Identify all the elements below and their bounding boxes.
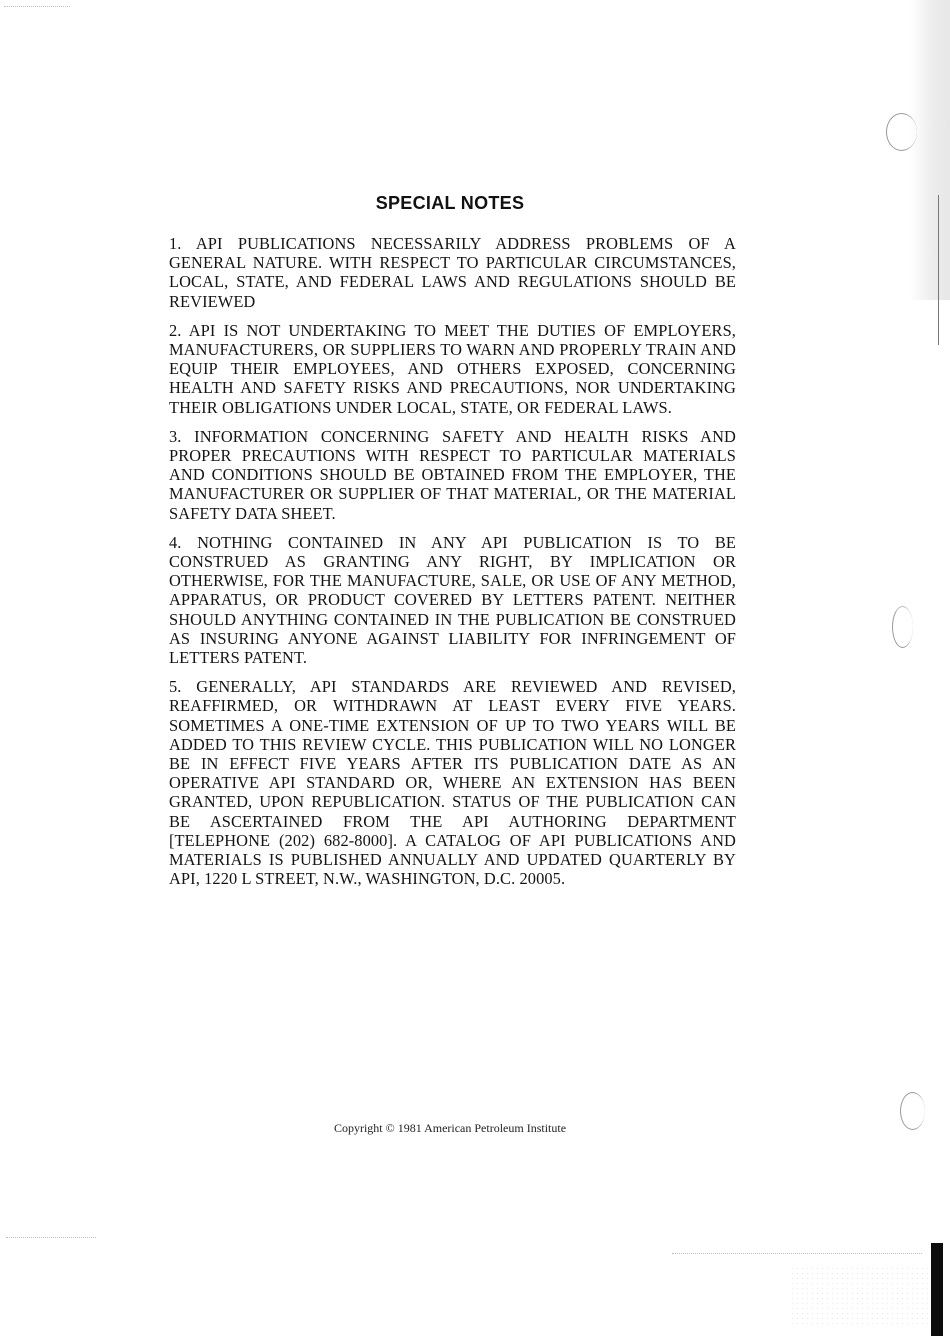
copyright-notice: Copyright © 1981 American Petroleum Institute [333,1121,567,1135]
note-2: 2. API IS NOT UNDERTAKING TO MEET THE DUTIES OF EMPLOYERS, MANUFACTURERS, OR SUPPLIERS TO WARN AND PROPERLY TRAIN AND EQUIP THEIR EMPLOYEES, AND OTHERS EXPOSED, CONCERNING HEALTH AND SAFETY RISKS AND PRECAUTIONS, NOR UNDERTAKING THEIR OBLIGATIONS UNDER LOCAL, STATE, OR FEDERAL LAWS. [169,320,736,417]
punch-hole-middle [892,606,913,648]
punch-hole-top [886,113,917,151]
scan-edge-shadow [910,0,950,300]
note-3: 3. INFORMATION CONCERNING SAFETY AND HEALTH RISKS AND PROPER PRECAUTIONS WITH RESPECT TO PARTICULAR MATERIALS AND CONDITIONS SHOULD BE OBTAINED FROM THE EMPLOYER, THE MANUFACTURER OR SUPPLIER OF THAT MATERIAL, OR THE MATERIAL SAFETY DATA SHEET. [169,426,736,523]
note-5: 5. GENERALLY, API STANDARDS ARE REVIEWED AND REVISED, REAFFIRMED, OR WITHDRAWN AT LEAST EVERY FIVE YEARS. SOMETIMES A ONE-TIME EXTENSION OF UP TO TWO YEARS WILL BE ADDED TO THIS REVIEW CYCLE. THIS PUBLICATION WILL NO LONGER BE IN EFFECT FIVE YEARS AFTER ITS PUBLICATION DATE AS AN OPERATIVE API STANDARD OR, WHERE AN EXTENSION HAS BEEN GRANTED, UPON REPUBLICATION. STATUS OF THE PUBLICATION CAN BE ASCERTAINED FROM THE API AUTHORING DEPARTMENT [TELEPHONE (202) 682-8000]. A CATALOG OF API PUBLICATIONS AND MATERIALS IS PUBLISHED ANNUALLY AND UPDATED QUARTERLY BY API, 1220 L STREET, N.W., WASHINGTON, D.C. 20005. [169,677,736,889]
note-1: 1. API PUBLICATIONS NECESSARILY ADDRESS PROBLEMS OF A GENERAL NATURE. WITH RESPECT TO PARTICULAR CIRCUMSTANCES, LOCAL, STATE, AND FEDERAL LAWS AND REGULATIONS SHOULD BE REVIEWED [169,234,736,311]
punch-hole-bottom [900,1092,925,1130]
scan-dotted-line [672,1253,922,1255]
scan-noise [790,1266,940,1326]
scan-dotted-line-left [6,1237,96,1239]
notes-list [169,234,736,899]
scan-edge-line [938,195,939,345]
page-title: SPECIAL NOTES [375,193,525,213]
scan-edge-bar [931,1243,943,1336]
note-4: 4. NOTHING CONTAINED IN ANY API PUBLICATION IS TO BE CONSTRUED AS GRANTING ANY RIGHT, BY IMPLICATION OR OTHERWISE, FOR THE MANUFACTURE, SALE, OR USE OF ANY METHOD, APPARATUS, OR PRODUCT COVERED BY LETTERS PATENT. NEITHER SHOULD ANYTHING CONTAINED IN THE PUBLICATION BE CONSTRUED AS INSURING ANYONE AGAINST LIABILITY FOR INFRINGEMENT OF LETTERS PATENT. [169,532,736,668]
scan-speckle [4,6,70,8]
